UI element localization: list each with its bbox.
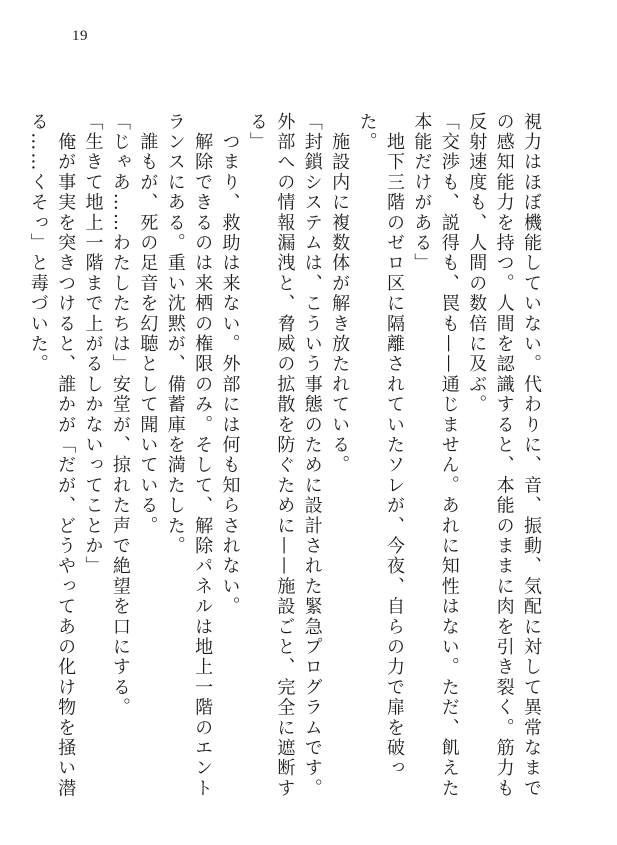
page-number: 19 <box>72 28 88 44</box>
paragraph: 「封鎖システムは、こういう事態のために設計された緊急プログラムです。外部への情報漏洩と、脅威の拡散を防ぐために——施設ごと、完全に遮断する」 <box>246 112 323 799</box>
paragraph: 視力はほぼ機能していない。代わりに、音、振動、気配に対して異常なまでの感知能力を持つ。人間を認識すると、本能のままに肉を引き裂く。筋力も反射速度も、人間の数倍に及ぶ。 <box>466 112 542 799</box>
paragraph: 「交渉も、説得も、罠も——通じません。あれに知性はない。ただ、飢えた本能だけがある」 <box>411 112 460 799</box>
paragraph: 誰もが、死の足音を幻聴として聞いている。 <box>137 112 159 537</box>
paragraph: 解除できるのは来栖の権限のみ。そして、解除パネルは地上一階のエントランスにある。重い沈黙が、備蓄庫を満たした。 <box>164 112 214 799</box>
paragraph: 「じゃあ……わたしたちは」安堂が、掠れた声で絶望を口にする。 <box>109 112 131 718</box>
paragraph: つまり、救助は来ない。外部には何も知らされない。 <box>219 112 241 617</box>
paragraph: 俺が事実を突きつけると、誰かが「だが、どうやってあの化け物を掻い潜る……くそっ」と毒づいた。 <box>27 112 77 799</box>
paragraph: 「生きて地上一階まで上がるしかないってことか」 <box>82 112 104 577</box>
paragraph: 地下三階のゼロ区に隔離されていたソレが、今夜、自らの力で扉を破った。 <box>356 112 405 779</box>
paragraph: 施設内に複数体が解き放たれている。 <box>329 112 351 476</box>
text-body <box>27 112 545 802</box>
